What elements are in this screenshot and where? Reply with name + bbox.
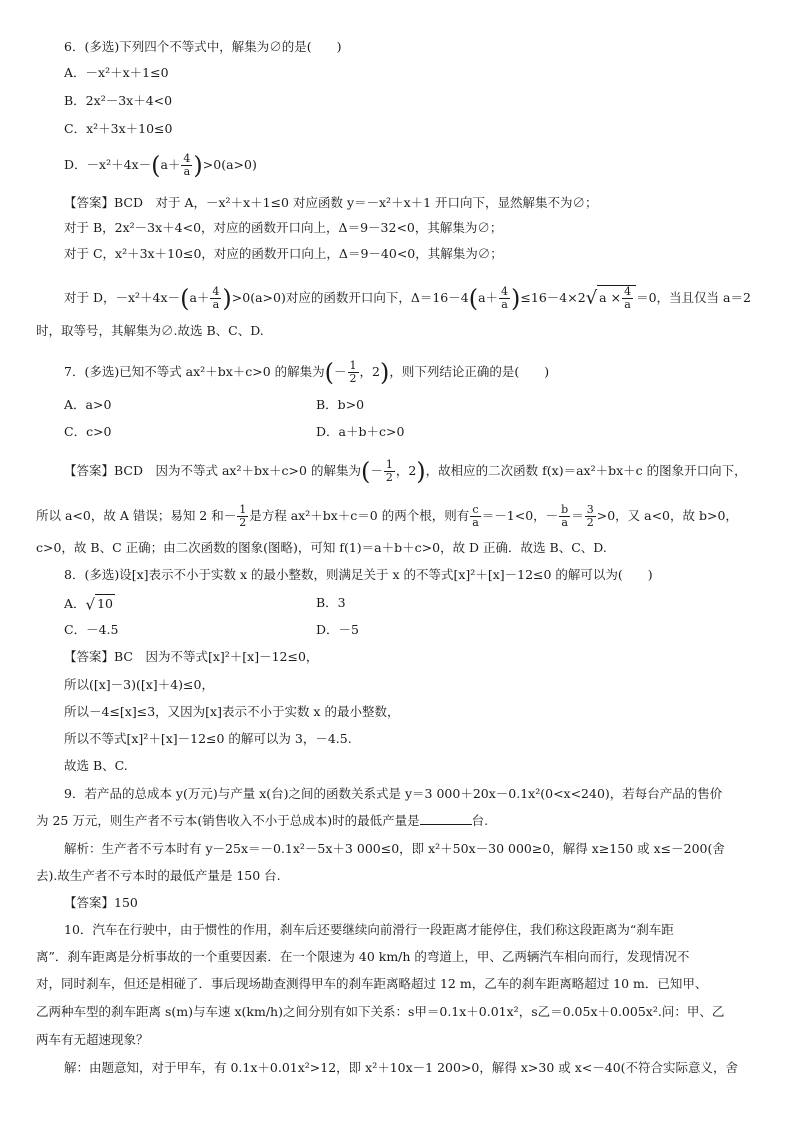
q7-answer-line-3: c>0，故 B、C 正确；由二次函数的图象(图略)，可知 f(1)＝a＋b＋c>0，故 D 正确．故选 B、C、D. [36, 540, 607, 555]
q6-answer-line-5: 时，取等号，其解集为∅.故选 B、C、D. [36, 323, 264, 338]
q9-solution-line-2: 去).故生产者不亏本时的最低产量是 150 台. [36, 868, 281, 883]
q8-answer-line-4: 所以不等式[x]²＋[x]－12≤0 的解可以为 3，－4.5. [64, 731, 352, 746]
q6-answer-line-1: 【答案】BCD 对于 A，－x²＋x＋1≤0 对应函数 y＝－x²＋x＋1 开口向下，显然解集不为∅； [64, 195, 598, 210]
q8-option-c: C．－4.5 [64, 622, 119, 637]
q10-line-2: 离”．刹车距离是分析事故的一个重要因素．在一个限速为 40 km/h 的弯道上，甲、乙两辆汽车相向而行，发现情况不 [36, 949, 690, 964]
q10-line-3: 对，同时刹车，但还是相碰了．事后现场勘查测得甲车的刹车距离略超过 12 m，乙车的刹车距离略超过 10 m．已知甲、 [36, 976, 708, 991]
q10-line-6: 解：由题意知，对于甲车，有 0.1x＋0.01x²>12，即 x²＋10x－1 200>0，解得 x>30 或 x<－40(不符合实际意义，舍 [64, 1060, 739, 1075]
q7-option-a: A．a>0 [64, 397, 112, 412]
q6-answer-line-4: 对于 D，－x²＋4x－(a＋ $\frac{4}{a}$ )>0(a>0)对应的函数开口向下，Δ＝16－4(a＋ $\frac{4}{a}$ )≤16－4×2√ a × $\frac{4}{a}$ ＝0，当且仅当 a＝2 [64, 284, 751, 313]
q6-option-b: B．2x²－3x＋4<0 [64, 93, 173, 108]
q8-answer-line-1: 【答案】BC 因为不等式[x]²＋[x]－12≤0， [64, 649, 319, 664]
q7-answer-line-2: 所以 a<0，故 A 错误；易知 2 和－ $\frac{1}{2}$ 是方程 ax²＋bx＋c＝0 的两个根，则有 $\frac{c}{a}$ ＝－1<0，－ $\frac{b}{a}$ ＝ $\frac{3}{2}$ >0，又 a<0，故 b>0， [36, 503, 738, 529]
q9-stem-line-1: 9．若产品的总成本 y(万元)与产量 x(台)之间的函数关系式是 y＝3 000＋20x－0.1x²(0<x<240)，若每台产品的售价 [64, 786, 723, 801]
q8-answer-line-2: 所以([x]－3)([x]＋4)≤0， [64, 677, 214, 692]
q6-stem: 6．(多选)下列四个不等式中，解集为∅的是( ) [64, 39, 342, 54]
q7-answer-line-1: 【答案】BCD 因为不等式 ax²＋bx＋c>0 的解集为(－ $\frac{1}{2}$ ，2)，故相应的二次函数 f(x)＝ax²＋bx＋c 的图象开口向下， [64, 457, 747, 486]
q8-option-d: D．－5 [316, 622, 359, 637]
q10-line-1: 10．汽车在行驶中，由于惯性的作用，刹车后还要继续向前滑行一段距离才能停住，我们称这段距离为“刹车距 [64, 922, 674, 937]
q10-line-4: 乙两种车型的刹车距离 s(m)与车速 x(km/h)之间分别有如下关系：s甲＝0.1x＋0.01x²，s乙＝0.05x＋0.005x².问：甲、乙 [36, 1004, 725, 1019]
q8-answer-line-3: 所以－4≤[x]≤3，又因为[x]表示不小于实数 x 的最小整数， [64, 704, 400, 719]
q10-line-5: 两车有无超速现象？ [36, 1032, 149, 1047]
q6-option-a: A．－x²＋x＋1≤0 [64, 65, 169, 80]
q6-answer-line-3: 对于 C，x²＋3x＋10≤0，对应的函数开口向上，Δ＝9－40<0，其解集为∅； [64, 246, 503, 261]
q7-option-d: D．a＋b＋c>0 [316, 424, 405, 439]
q6-answer-line-2: 对于 B，2x²－3x＋4<0，对应的函数开口向上，Δ＝9－32<0，其解集为∅； [64, 220, 503, 235]
q8-answer-line-5: 故选 B、C. [64, 758, 128, 773]
q9-answer: 【答案】150 [64, 895, 138, 910]
q9-stem-line-2: 为 25 万元，则生产者不亏本(销售收入不小于总成本)时的最低产量是 台. [36, 813, 489, 828]
answer-blank [420, 812, 472, 825]
q9-solution-line-1: 解析：生产者不亏本时有 y－25x＝－0.1x²－5x＋3 000≤0，即 x²＋50x－30 000≥0，解得 x≥150 或 x≤－200(舍 [64, 841, 725, 856]
q8-option-a: A．√ 10 [64, 595, 113, 614]
q7-option-c: C．c>0 [64, 424, 112, 439]
q6-option-c: C．x²＋3x＋10≤0 [64, 121, 173, 136]
q7-option-b: B．b>0 [316, 397, 365, 412]
q8-stem: 8．(多选)设[x]表示不小于实数 x 的最小整数，则满足关于 x 的不等式[x]²＋[x]－12≤0 的解可以为( ) [64, 567, 653, 582]
q6-option-d: D．－x²＋4x－(a＋ $\frac{4}{a}$ )>0(a>0) [64, 151, 257, 180]
q7-stem: 7．(多选)已知不等式 ax²＋bx＋c>0 的解集为(－ $\frac{1}{2}$ ，2)，则下列结论正确的是( ) [64, 358, 550, 387]
q8-option-b: B．3 [316, 595, 346, 610]
